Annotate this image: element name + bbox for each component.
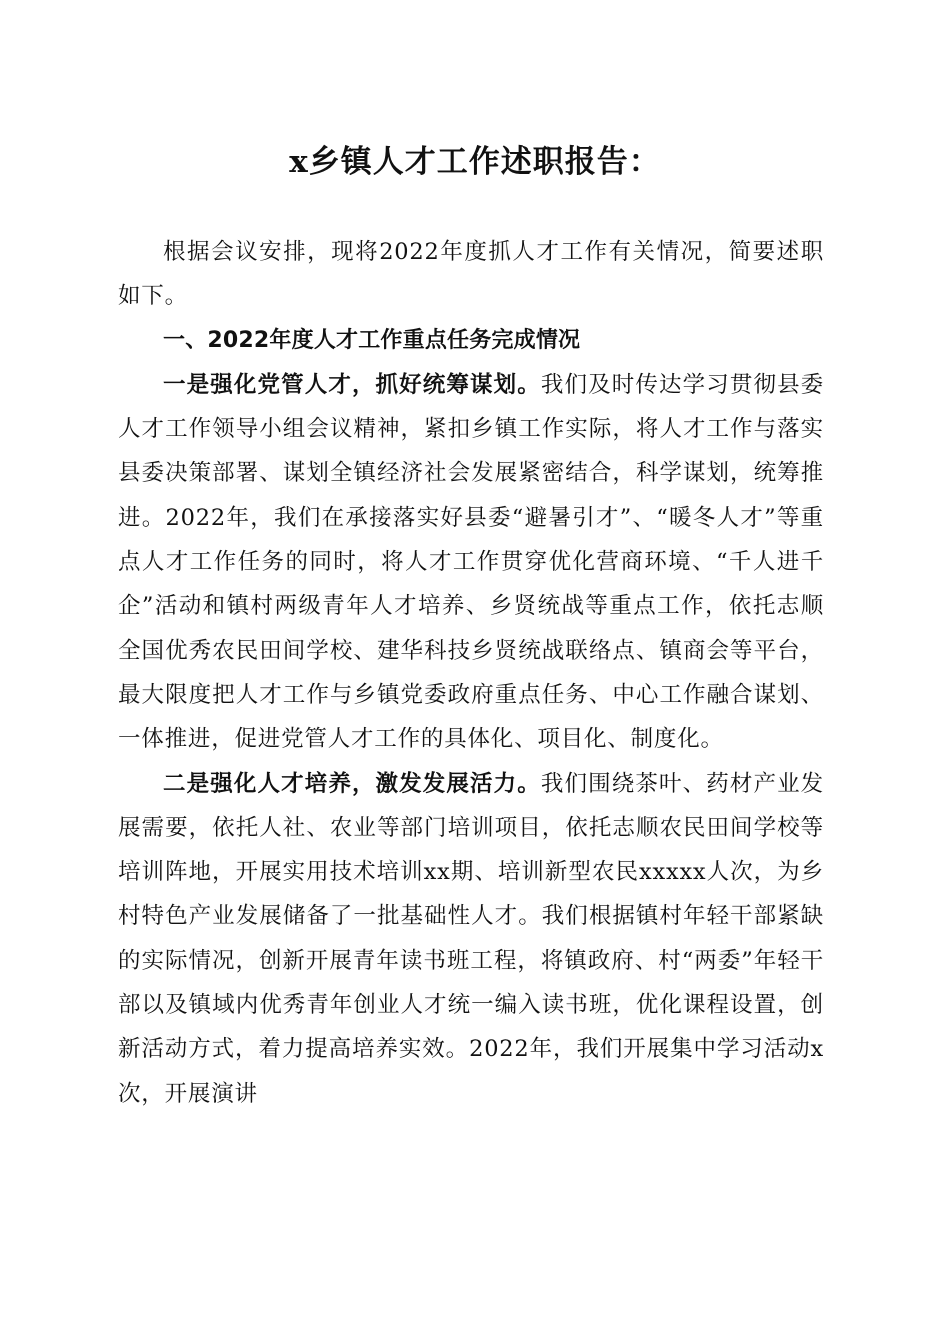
paragraph-1-lead: 一是强化党管人才，抓好统筹谋划。 bbox=[163, 371, 541, 398]
paragraph-1-body: 我们及时传达学习贯彻县委人才工作领导小组会议精神，紧扣乡镇工作实际，将人才工作与落实县委决策部署、谋划全镇经济社会发展紧密结合，科学谋划，统筹推进。2022年，我们在承接落实好县委“避暑引才”、“暖冬人才”等重点人才工作任务的同时，将人才工作贯穿优化营商环境、“千人进千企”活动和镇村两级青年人才培养、乡贤统战等重点工作，依托志顺全国优秀农民田间学校、建华科技乡贤统战联络点、镇商会等平台，最大限度把人才工作与乡镇党委政府重点任务、中心工作融合谋划、一体推进，促进党管人才工作的具体化、项目化、制度化。 bbox=[118, 371, 824, 753]
section-heading: 一、2022年度人才工作重点任务完成情况 bbox=[163, 327, 581, 353]
intro-paragraph: 根据会议安排，现将2022年度抓人才工作有关情况，简要述职如下。 bbox=[118, 239, 824, 310]
document-title: x乡镇人才工作述职报告： bbox=[289, 144, 661, 180]
paragraph-1 bbox=[118, 363, 824, 762]
document-body bbox=[118, 230, 824, 1116]
paragraph-2-lead: 二是强化人才培养，激发发展活力。 bbox=[163, 770, 541, 797]
paragraph-2 bbox=[118, 762, 824, 1116]
paragraph-2-body: 我们围绕茶叶、药材产业发展需要，依托人社、农业等部门培训项目，依托志顺农民田间学校等培训阵地，开展实用技术培训xx期、培训新型农民xxxxx人次，为乡村特色产业发展储备了一批基础性人才。我们根据镇村年轻干部紧缺的实际情况，创新开展青年读书班工程，将镇政府、村“两委”年轻干部以及镇域内优秀青年创业人才统一编入读书班，优化课程设置，创新活动方式，着力提高培养实效。2022年，我们开展集中学习活动x次，开展演讲 bbox=[118, 770, 824, 1107]
